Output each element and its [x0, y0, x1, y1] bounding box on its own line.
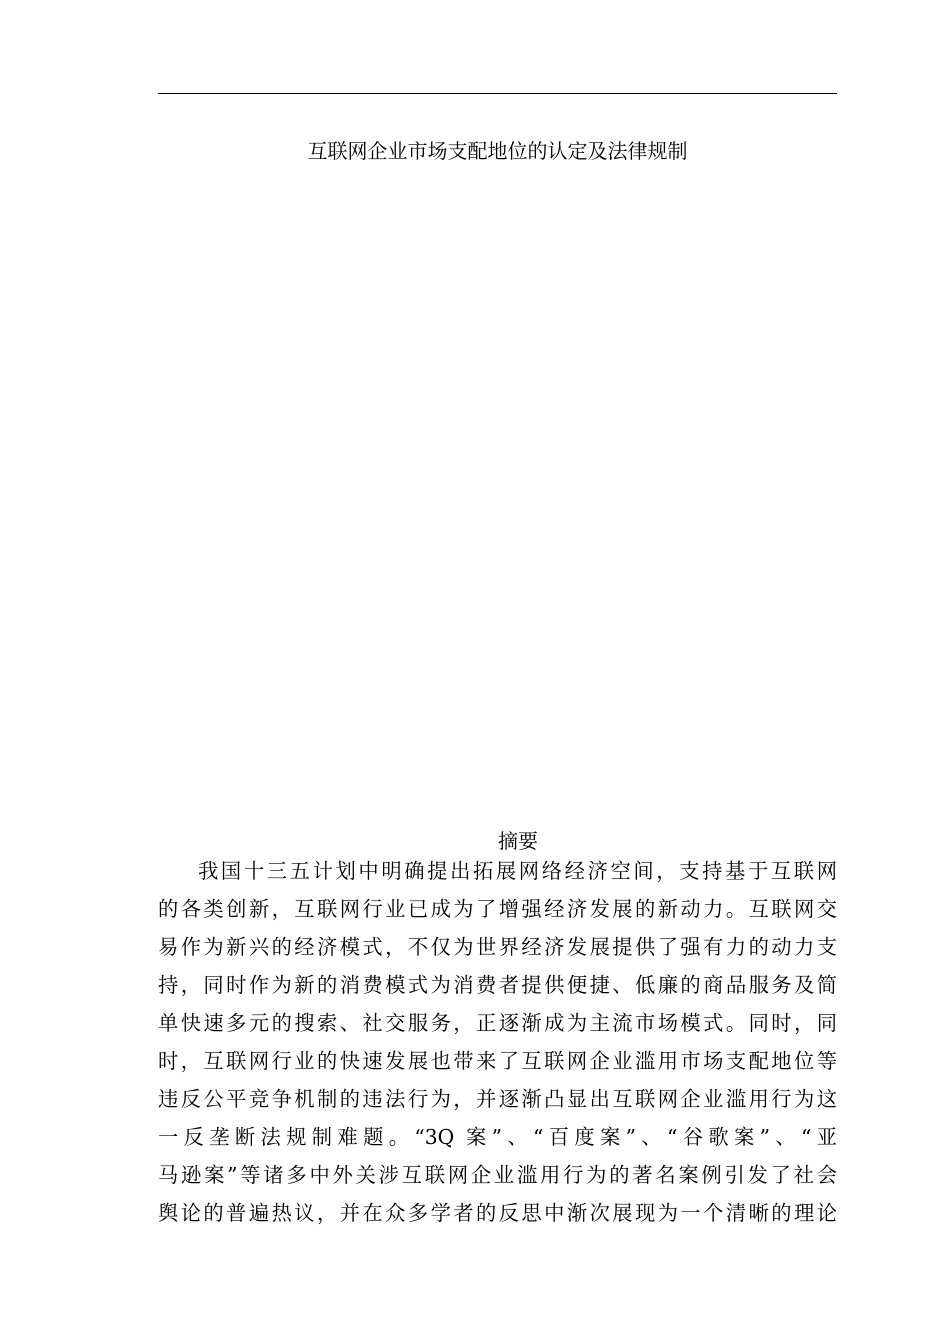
abstract-line: 我国十三五计划中明确提出拓展网络经济空间，支持基于互联网 [198, 859, 837, 883]
abstract-line: 舆论的普遍热议，并在众多学者的反思中渐次展现为一个清晰的理论 [158, 1201, 837, 1225]
abstract-line: 一反垄断法规制难题。“3Q 案”、“百度案”、“谷歌案”、“亚 [158, 1125, 837, 1149]
abstract-line: 的各类创新，互联网行业已成为了增强经济发展的新动力。互联网交 [158, 897, 837, 921]
header-rule [158, 93, 837, 94]
abstract-line: 持，同时作为新的消费模式为消费者提供便捷、低廉的商品服务及简 [158, 973, 837, 997]
abstract-line: 马逊案”等诸多中外关涉互联网企业滥用行为的著名案例引发了社会 [158, 1163, 837, 1187]
abstract-line: 时，互联网行业的快速发展也带来了互联网企业滥用市场支配地位等 [158, 1049, 837, 1073]
abstract-body [158, 852, 837, 1232]
abstract-heading: 摘要 [498, 829, 538, 853]
abstract-line: 违反公平竞争机制的违法行为，并逐渐凸显出互联网企业滥用行为这 [158, 1087, 837, 1111]
abstract-line: 单快速多元的搜索、社交服务，正逐渐成为主流市场模式。同时，同 [158, 1011, 837, 1035]
abstract-line: 易作为新兴的经济模式，不仅为世界经济发展提供了强有力的动力支 [158, 935, 837, 959]
document-title: 互联网企业市场支配地位的认定及法律规制 [307, 139, 688, 163]
